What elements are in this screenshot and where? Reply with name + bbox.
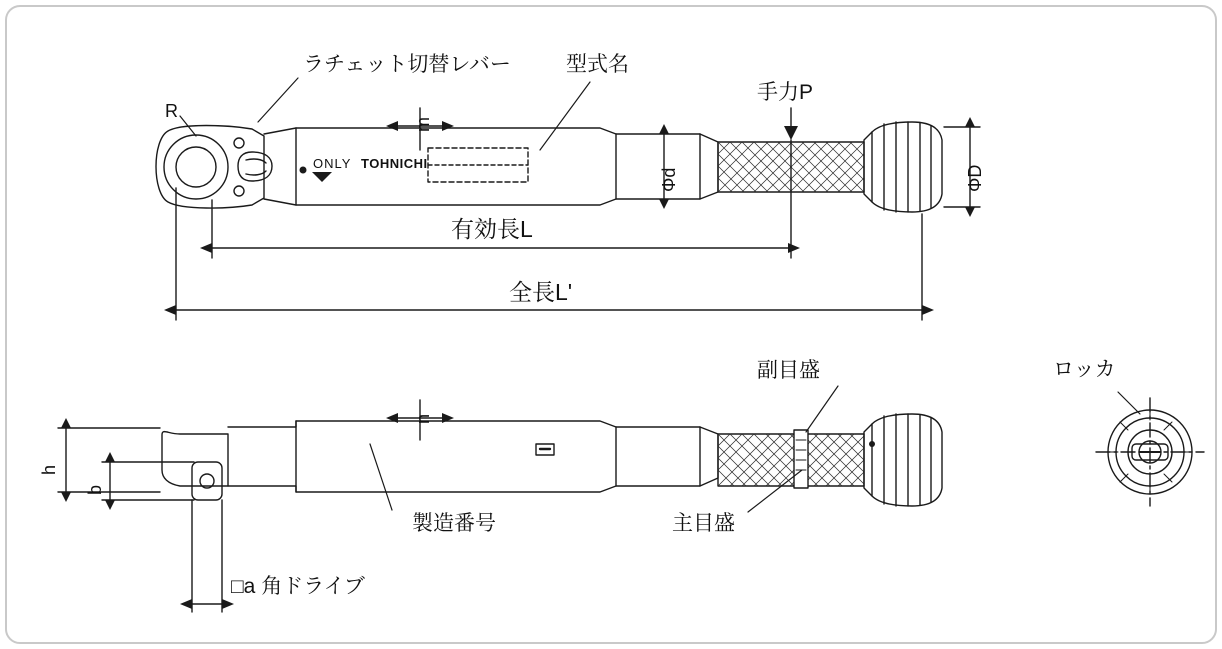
- label-brand-text: TOHNICHI: [361, 156, 428, 171]
- ratchet-head-bottom: [162, 432, 228, 500]
- label-square-drive: □a 角ドライブ: [231, 575, 365, 598]
- label-locker: ロッカ: [1053, 358, 1116, 381]
- label-serial-number: 製造番号: [412, 512, 496, 535]
- label-dim-h: h: [39, 464, 59, 475]
- hand-force-arrow: [784, 108, 798, 140]
- dim-square-drive: [180, 500, 234, 612]
- label-phi-d: Φd: [659, 167, 679, 192]
- label-dim-R: R: [165, 101, 178, 121]
- label-dim-m: m: [413, 117, 433, 132]
- wrench-body-bottom: [228, 421, 718, 492]
- dim-phi-d: [659, 124, 669, 209]
- label-phi-D: ΦD: [965, 164, 985, 192]
- label-effective-length: 有効長L: [451, 216, 533, 242]
- leader-lines-bottom: [370, 386, 838, 512]
- model-name-window: [428, 148, 528, 182]
- label-model-name: 型式名: [566, 53, 629, 76]
- label-sub-scale: 副目盛: [757, 359, 820, 382]
- dim-b: [102, 452, 194, 510]
- label-only-text: ONLY: [313, 156, 352, 171]
- label-dim-b: b: [85, 484, 105, 495]
- label-main-scale: 主目盛: [672, 512, 735, 535]
- label-dim-n: n: [413, 413, 433, 424]
- label-hand-force: 手力P: [757, 81, 814, 104]
- ratchet-head-top: [156, 126, 272, 209]
- locker-end-view: [1096, 392, 1204, 506]
- label-ratchet-lever: ラチェット切替レバー: [303, 53, 511, 76]
- adjusting-knob-bottom: [864, 414, 942, 506]
- label-overall-length: 全長L': [509, 279, 573, 305]
- adjusting-knob-top: [864, 122, 942, 212]
- page-frame: [6, 6, 1216, 643]
